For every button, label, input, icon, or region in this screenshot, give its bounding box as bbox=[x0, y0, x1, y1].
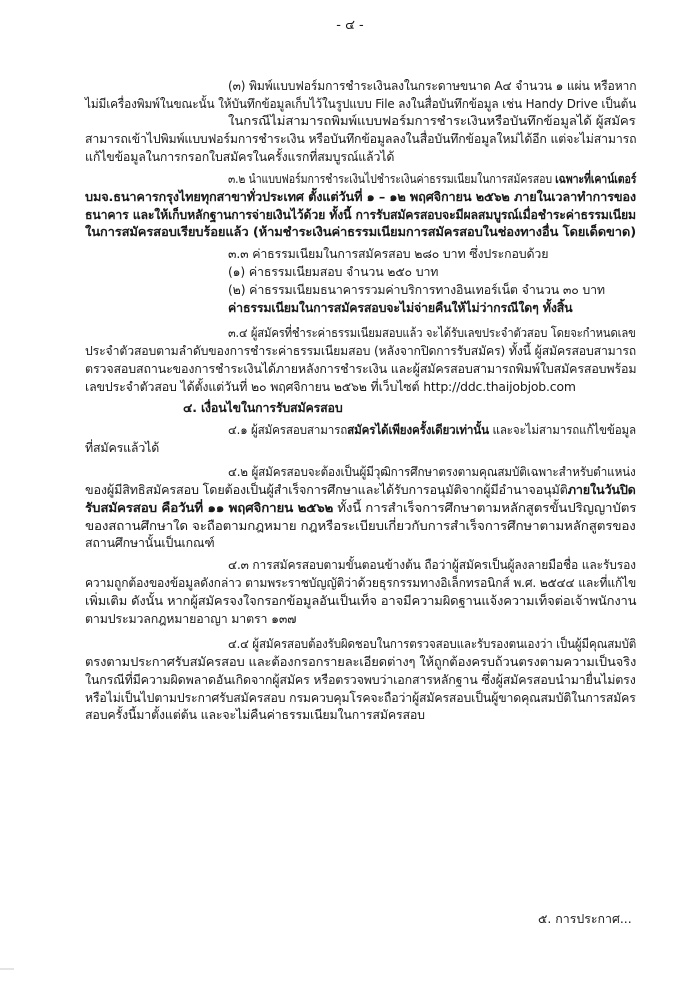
text-line bbox=[228, 557, 636, 573]
text-run: ตามประมวลกฎหมายอาญา มาตรา ๑๓๗ bbox=[85, 611, 297, 626]
text-line bbox=[85, 149, 394, 165]
text-run: ๔.๑ ผู้สมัครสอบสามารถ bbox=[228, 422, 348, 437]
text-run: เพิ่มเติม ดังนั้น หากผู้สมัครจงใจกรอกข้อมูลอันเป็นเท็จ อาจมีความผิดฐานแจ้งความเท็จต่อเจ้าพนักงาน bbox=[85, 593, 637, 608]
text-line bbox=[85, 593, 636, 609]
text-run: ของผู้มีสิทธิสมัครสอบ โดยต้องเป็นผู้สำเร็จการศึกษาและได้รับการอนุมัติจากผู้มีอำนาจอนุมัติ bbox=[85, 482, 568, 497]
text-run: ๔.๒ ผู้สมัครสอบจะต้องเป็นผู้มีวุฒิการศึกษาตรงตามคุณสมบัติเฉพาะสำหรับตำแหน่ง bbox=[228, 464, 636, 479]
continuation-marker: ๕. การประกาศ... bbox=[538, 911, 632, 926]
text-line bbox=[228, 113, 636, 129]
text-line bbox=[228, 171, 636, 187]
text-line bbox=[183, 400, 343, 416]
text-line bbox=[228, 422, 636, 438]
text-line bbox=[228, 300, 572, 316]
text-run: ประจำตัวสอบตามลำดับของการชำระค่าธรรมเนียมสอบ (หลังจากปิดการรับสมัคร) ทั้งนี้ ผู้สมัครสอบสามารถ bbox=[85, 343, 637, 358]
text-line bbox=[85, 96, 636, 112]
text-line bbox=[85, 518, 636, 534]
text-run: (๒) ค่าธรรมเนียมธนาคารรวมค่าบริการทางอินเทอร์เน็ต จำนวน ๓๐ บาท bbox=[228, 282, 605, 297]
text-run: ๓.๔ ผู้สมัครที่ชำระค่าธรรมเนียมสอบแล้ว จะได้รับเลขประจำตัวสอบ โดยจะกำหนดเลข bbox=[228, 325, 636, 340]
text-line bbox=[85, 535, 214, 551]
text-run: สอบครั้งนี้มาตั้งแต่ต้น และจะไม่คืนค่าธรรมเนียมในการสมัครสอบ bbox=[85, 707, 425, 722]
text-line bbox=[85, 690, 636, 706]
text-line bbox=[228, 636, 636, 652]
text-line bbox=[85, 500, 636, 516]
text-line bbox=[228, 325, 636, 341]
text-line bbox=[85, 207, 636, 223]
text-line bbox=[85, 482, 636, 498]
text-run: ๔. เงื่อนไขในการรับสมัครสอบ bbox=[183, 400, 343, 415]
text-run: ธนาคาร และให้เก็บหลักฐานการจ่ายเงินไว้ด้วย ทั้งนี้ การรับสมัครสอบจะมีผลสมบูรณ์เมื่อชำระค่าธรรมเนียม bbox=[85, 207, 637, 222]
text-run: ของสถานศึกษาใด จะถือตามกฎหมาย กฎหรือระเบียบเกี่ยวกับการสำเร็จการศึกษาตามหลักสูตรของ bbox=[85, 518, 636, 533]
text-run: ๔.๓ การสมัครสอบตามขั้นตอนข้างต้น ถือว่าผู้สมัครเป็นผู้ลงลายมือชื่อ และรับรอง bbox=[228, 557, 636, 572]
text-run: ๓.๓ ค่าธรรมเนียมในการสมัครสอบ ๒๘๐ บาท ซึ่งประกอบด้วย bbox=[228, 246, 549, 261]
text-line bbox=[85, 379, 576, 395]
text-run: (๓) พิมพ์แบบฟอร์มการชำระเงินลงในกระดาษขนาด A๔ จำนวน ๑ แผ่น หรือหาก bbox=[228, 78, 637, 93]
text-run: ความถูกต้องของข้อมูลดังกล่าว ตามพระราชบัญญัติว่าด้วยธุรกรรมทางอิเล็กทรอนิกส์ พ.ศ. ๒๕๔๔ และที่แก้ไข bbox=[85, 575, 637, 590]
text-line bbox=[85, 575, 636, 591]
scan-edge-mark bbox=[0, 968, 14, 970]
page-number: - ๔ - bbox=[336, 18, 364, 33]
text-run: (๑) ค่าธรรมเนียมสอบ จำนวน ๒๕๐ บาท bbox=[228, 264, 439, 279]
text-run: ที่สมัครแล้วได้ bbox=[85, 440, 160, 455]
text-line bbox=[228, 282, 605, 298]
text-run: เลขประจำตัวสอบ ได้ตั้งแต่วันที่ ๒๐ พฤศจิกายน ๒๕๖๒ ที่เว็บไซต์ http://ddc.thaijobjob.com bbox=[85, 379, 576, 394]
text-run: รับสมัครสอบ คือวันที่ ๑๑ พฤศจิกายน ๒๕๖๒ bbox=[85, 500, 334, 515]
text-run: และจะไม่สามารถแก้ไขข้อมูล bbox=[488, 422, 637, 437]
text-line bbox=[85, 654, 636, 670]
text-line bbox=[85, 440, 159, 456]
text-run: สมัครได้เพียงครั้งเดียวเท่านั้น bbox=[347, 422, 489, 437]
text-line bbox=[85, 343, 636, 359]
text-line bbox=[85, 189, 636, 205]
text-run: ๔.๔ ผู้สมัครสอบต้องรับผิดชอบในการตรวจสอบและรับรองตนเองว่า เป็นผู้มีคุณสมบัติ bbox=[228, 636, 637, 651]
text-line bbox=[228, 78, 636, 94]
text-line bbox=[228, 464, 636, 480]
text-run: สถานศึกษานั้นเป็นเกณฑ์ bbox=[85, 535, 215, 550]
text-run: ทั้งนี้ การสำเร็จการศึกษาตามหลักสูตรขั้นปริญญาบัตร bbox=[333, 500, 637, 515]
text-line bbox=[85, 611, 296, 627]
text-run: บมจ.ธนาคารกรุงไทยทุกสาขาทั่วประเทศ ตั้งแต่วันที่ ๑ – ๑๒ พฤศจิกายน ๒๕๖๒ ภายในเวลาทำการของ bbox=[85, 189, 636, 204]
text-line bbox=[85, 672, 636, 688]
text-run: ในการสมัครสอบเรียบร้อยแล้ว (ห้ามชำระเงินค่าธรรมเนียมการสมัครสอบในช่องทางอื่น โดยเด็ดขาด) bbox=[85, 224, 637, 239]
text-line bbox=[85, 224, 636, 240]
text-run: ไม่มีเครื่องพิมพ์ในขณะนั้น ให้บันทึกข้อมูลเก็บไว้ในรูปแบบ File ลงในสื่อบันทึกข้อมูล เช่น Handy Drive เป็นต้น bbox=[85, 96, 637, 111]
text-line bbox=[228, 264, 438, 280]
text-run: ในกรณีที่มีความผิดพลาดอันเกิดจากผู้สมัคร หรือตรวจพบว่าเอกสารหลักฐาน ซึ่งผู้สมัครสอบนำมายื่นไม่ตรง bbox=[85, 672, 636, 687]
text-line bbox=[85, 707, 425, 723]
text-line bbox=[85, 361, 636, 377]
text-line bbox=[85, 131, 636, 147]
text-run: สามารถเข้าไปพิมพ์แบบฟอร์มการชำระเงิน หรือบันทึกข้อมูลลงในสื่อบันทึกข้อมูลใหม่ได้อีก แต่จะไม่สามารถ bbox=[85, 131, 637, 146]
text-run: ในกรณีไม่สามารถพิมพ์แบบฟอร์มการชำระเงินหรือบันทึกข้อมูลได้ ผู้สมัคร bbox=[228, 113, 636, 128]
text-run: ภายในวันปิด bbox=[567, 482, 636, 497]
text-line bbox=[228, 246, 548, 262]
text-run: ตรวจสอบสถานะของการชำระเงินได้ภายหลังการชำระเงิน และผู้สมัครสอบสามารถพิมพ์ใบสมัครสอบพร้อม bbox=[85, 361, 637, 376]
text-run: หรือไม่เป็นไปตามประกาศรับสมัครสอบ กรมควบคุมโรคจะถือว่าผู้สมัครสอบเป็นผู้ขาดคุณสมบัติในการสมัคร bbox=[85, 690, 636, 705]
text-run: ๓.๒ นำแบบฟอร์มการชำระเงินไปชำระเงินค่าธรรมเนียมในการสมัครสอบ bbox=[228, 171, 556, 186]
text-run: แก้ไขข้อมูลในการกรอกใบสมัครในครั้งแรกที่สมบูรณ์แล้วได้ bbox=[85, 149, 395, 164]
text-run: เฉพาะที่เคาน์เตอร์ bbox=[555, 171, 637, 186]
text-run: ค่าธรรมเนียมในการสมัครสอบจะไม่จ่ายคืนให้ไม่ว่ากรณีใดๆ ทั้งสิ้น bbox=[228, 300, 573, 315]
text-run: ตรงตามประกาศรับสมัครสอบ และต้องกรอกรายละเอียดต่างๆ ให้ถูกต้องครบถ้วนตรงตามความเป็นจริง bbox=[85, 654, 637, 669]
